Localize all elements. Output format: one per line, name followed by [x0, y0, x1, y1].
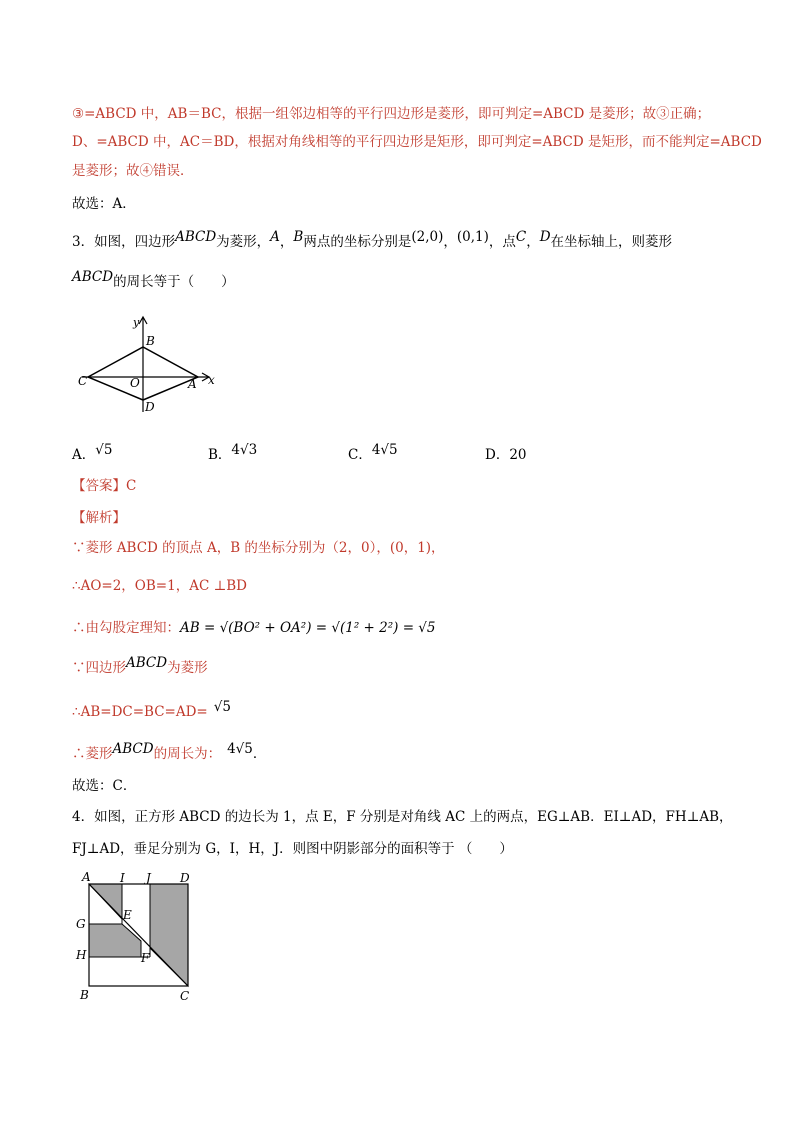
q3-solution-step-6: ∴菱形ABCD的周长为： 4√5． [72, 741, 267, 762]
fig4-label-c: C [180, 989, 190, 1003]
q3-coord-a: (2,0) [411, 229, 444, 245]
q3-option-b[interactable]: B．4√3 [208, 442, 258, 463]
q4-stem-line-1: 4．如图，正方形 ABCD 的边长为 1，点 E，F 分别是对角线 AC 上的两点，EG⊥AB．EI⊥AD，FH⊥AB， [72, 809, 733, 825]
q3-abcd: ABCD [175, 229, 217, 245]
fig4-label-b: B [80, 988, 89, 1002]
fig4-label-e: E [123, 908, 132, 922]
q3-option-a[interactable]: A．√5 [72, 442, 113, 463]
prev-line-3: 是菱形；故④错误． [72, 163, 194, 179]
q3-solution-step-1: ∵菱形 ABCD 的顶点 A，B 的坐标分别为（2，0），(0，1)， [72, 540, 445, 556]
q3-rhombus-figure [72, 312, 232, 417]
fig3-label-b: B [146, 334, 155, 348]
q4-square-figure [72, 868, 212, 1006]
prev-line-1: ③=ABCD 中，AB＝BC，根据一组邻边相等的平行四边形是菱形，即可判定=ABCD 是菱形；故③正确； [72, 106, 711, 122]
q3-stem-line-2: ABCD的周长等于（ ） [72, 269, 235, 290]
q3-final-answer: 故选：C． [72, 778, 137, 794]
fig3-label-o: O [130, 376, 140, 390]
q3-option-c[interactable]: C．4√5 [348, 442, 398, 463]
q3-coord-b: (0,1) [456, 229, 489, 245]
q3-solution-step-2: ∴AO=2，OB=1，AC ⊥BD [72, 578, 248, 594]
q3-option-d[interactable]: D．20 [485, 447, 527, 463]
fig4-label-h: H [76, 948, 87, 962]
fig3-label-y: y [133, 316, 140, 329]
fig4-label-d: D [180, 871, 190, 885]
q3-analysis-tag: 【解析】 [72, 510, 126, 526]
q4-stem-line-2: FJ⊥AD，垂足分别为 G，I，H，J．则图中阴影部分的面积等于 （ ） [72, 841, 513, 857]
fig4-label-g: G [76, 917, 86, 931]
prev-line-2: D、=ABCD 中，AC＝BD，根据对角线相等的平行四边形是矩形，即可判定=ABCD 是矩形，而不能判定=ABCD [72, 134, 762, 150]
q3-answer-tag: 【答案】C [72, 478, 137, 494]
fig4-label-f: F [141, 951, 150, 965]
q3-pythagoras-formula: AB = √(BO² + OA²) = √(1² + 2²) = √5 [180, 620, 436, 636]
fig4-label-i: I [120, 871, 125, 885]
fig3-label-x: x [208, 373, 215, 387]
fig4-label-j: J [146, 871, 151, 885]
q3-stem-line-1: 3．如图，四边形ABCD为菱形，A，B两点的坐标分别是(2,0)，(0,1)，点C，D在坐标轴上，则菱形 [72, 229, 673, 250]
fig4-label-a: A [82, 870, 91, 884]
q3-solution-step-5: ∴AB=DC=BC=AD= √5 [72, 699, 231, 720]
fig3-label-d: D [145, 400, 155, 414]
q3-solution-step-4: ∵四边形ABCD为菱形 [72, 655, 208, 676]
q3-solution-step-3: ∴由勾股定理知：AB = √(BO² + OA²) = √(1² + 2²) = √5 [72, 620, 436, 636]
fig3-label-a: A [188, 377, 197, 391]
fig3-label-c: C [78, 374, 88, 388]
prev-answer: 故选：A． [72, 196, 136, 212]
